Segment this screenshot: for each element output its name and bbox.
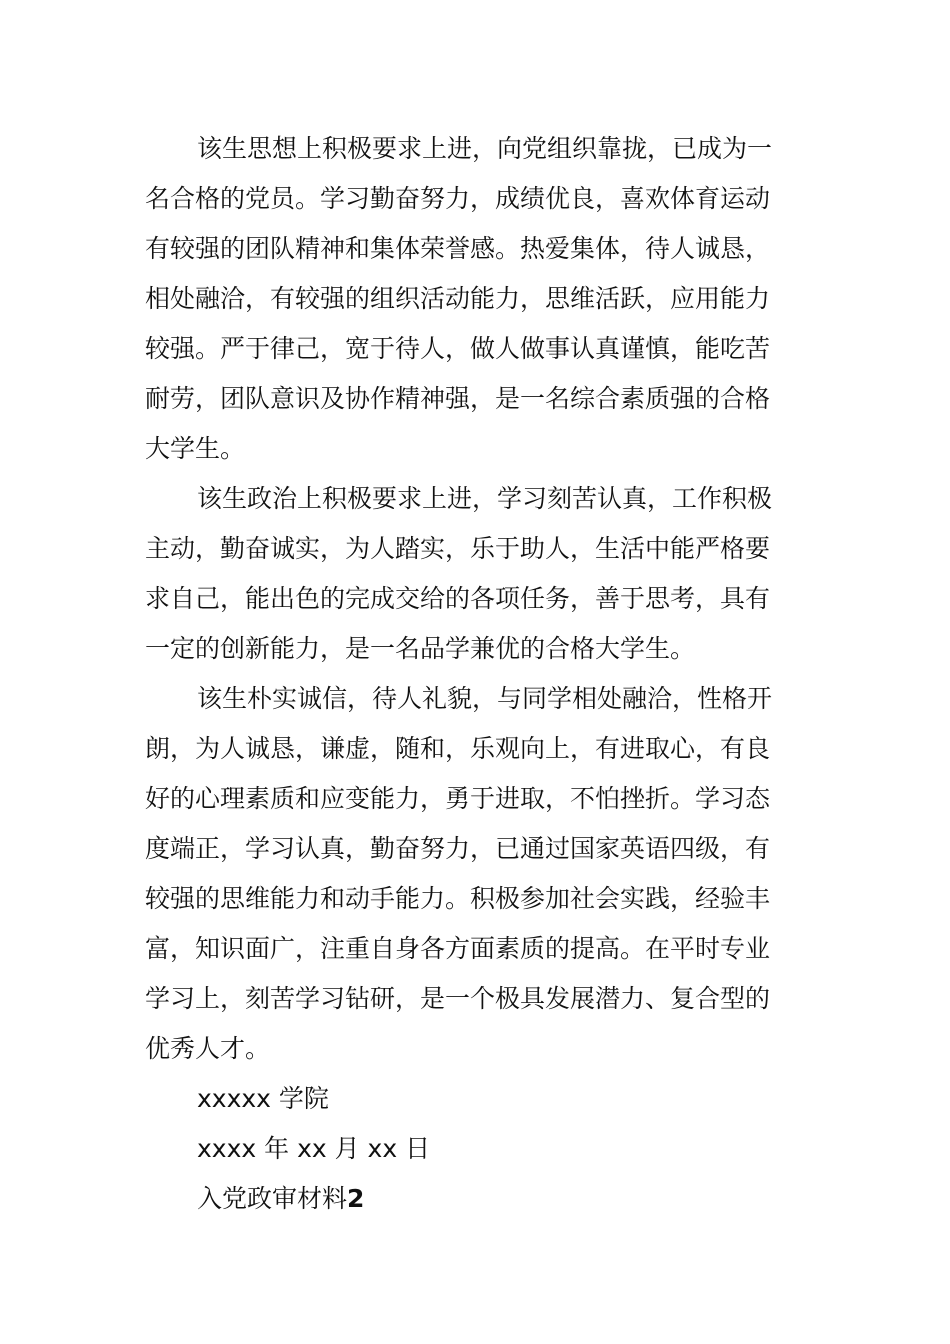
- paragraph-line: 一定的创新能力，是一名品学兼优的合格大学生。: [145, 634, 696, 663]
- paragraph-line: 名合格的党员。学习勤奋努力，成绩优良，喜欢体育运动: [145, 184, 771, 213]
- paragraph-line: 求自己，能出色的完成交给的各项任务，善于思考，具有: [145, 584, 771, 613]
- signature-block: [145, 1074, 807, 1174]
- paragraph-line: 相处融洽，有较强的组织活动能力，思维活跃，应用能力: [145, 284, 771, 313]
- signature-date: xxxx 年 xx 月 xx 日: [197, 1134, 431, 1163]
- document-body: [145, 124, 807, 1224]
- paragraph-line: 度端正，学习认真，勤奋努力，已通过国家英语四级，有: [145, 834, 771, 863]
- paragraph-line: 大学生。: [145, 434, 246, 463]
- section-heading-number: 2: [347, 1184, 365, 1213]
- paragraph-line: 该生政治上积极要求上进，学习刻苦认真，工作积极: [197, 484, 773, 513]
- paragraph-line: 该生朴实诚信，待人礼貌，与同学相处融洽，性格开: [197, 684, 773, 713]
- paragraph-line: 朗，为人诚恳，谦虚，随和，乐观向上，有进取心，有良: [145, 734, 771, 763]
- paragraph-line: 学习上，刻苦学习钻研，是一个极具发展潜力、复合型的: [145, 984, 771, 1013]
- paragraph-line: 耐劳，团队意识及协作精神强，是一名综合素质强的合格: [145, 384, 771, 413]
- paragraph-line: 该生思想上积极要求上进，向党组织靠拢，已成为一: [197, 134, 773, 163]
- paragraph-line: 优秀人才。: [145, 1034, 271, 1063]
- paragraph-line: 较强的思维能力和动手能力。积极参加社会实践，经验丰: [145, 884, 771, 913]
- signature-college: xxxxx 学院: [197, 1084, 329, 1113]
- paragraph-line: 富，知识面广，注重自身各方面素质的提高。在平时专业: [145, 934, 771, 963]
- paragraph-2: [145, 474, 807, 674]
- section-heading: [145, 1174, 807, 1224]
- paragraph-line: 主动，勤奋诚实，为人踏实，乐于助人，生活中能严格要: [145, 534, 771, 563]
- paragraph-line: 好的心理素质和应变能力，勇于进取，不怕挫折。学习态: [145, 784, 771, 813]
- paragraph-line: 有较强的团队精神和集体荣誉感。热爱集体，待人诚恳，: [145, 234, 771, 263]
- section-heading-text: 入党政审材料: [197, 1184, 348, 1213]
- paragraph-1: [145, 124, 807, 474]
- paragraph-3: [145, 674, 807, 1074]
- paragraph-line: 较强。严于律己，宽于待人，做人做事认真谨慎，能吃苦: [145, 334, 771, 363]
